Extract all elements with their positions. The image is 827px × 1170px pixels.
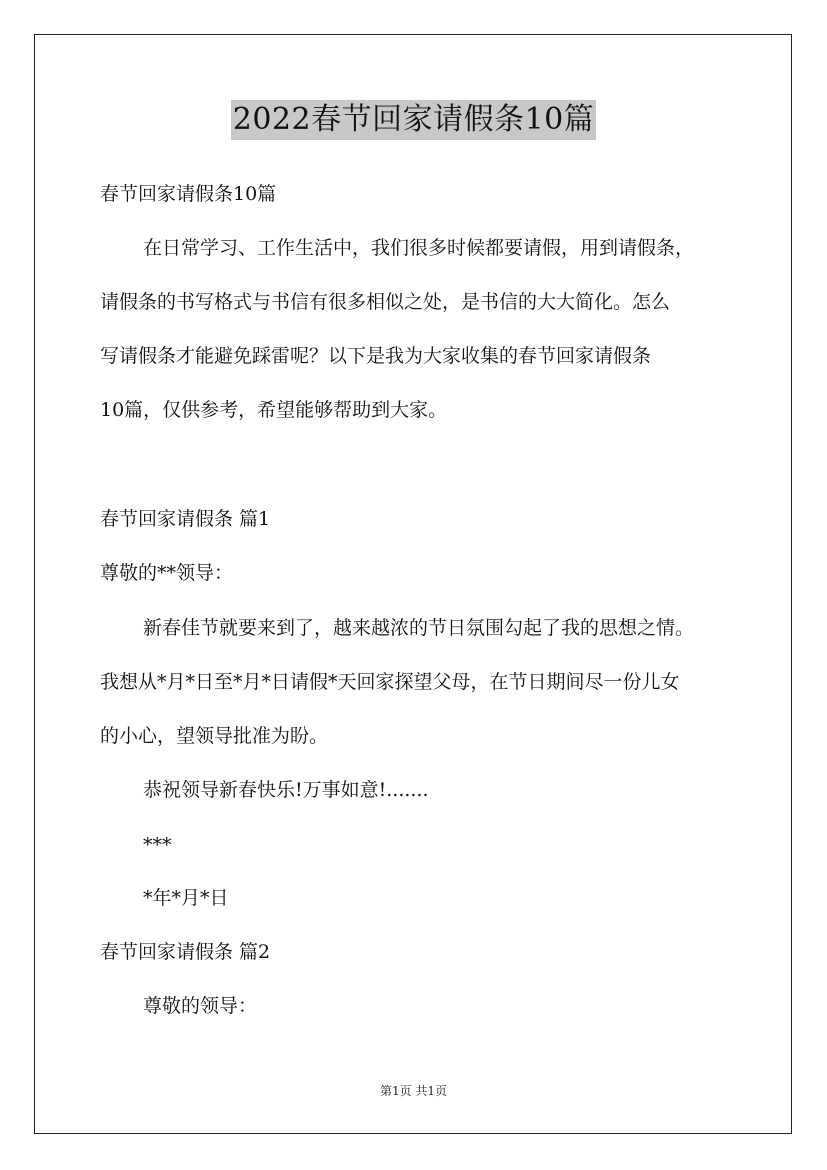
body-line: 新春佳节就要来到了，越来越浓的节日氛围勾起了我的思想之情。 <box>143 617 695 639</box>
salutation: 尊敬的领导： <box>143 995 258 1017</box>
intro-line: 写请假条才能避免踩雷呢？以下是我为大家收集的春节回家请假条 <box>100 345 652 367</box>
section-heading: 春节回家请假条 篇2 <box>100 941 271 963</box>
document-title: 2022春节回家请假条10篇 <box>231 100 597 140</box>
document-subtitle: 春节回家请假条10篇 <box>100 183 277 205</box>
section-heading: 春节回家请假条 篇1 <box>100 508 271 530</box>
page-footer: 第1页 共1页 <box>379 1084 448 1098</box>
closing-line: 恭祝领导新春快乐!万事如意!....... <box>143 779 429 801</box>
salutation: 尊敬的**领导： <box>100 562 234 584</box>
intro-line: 请假条的书写格式与书信有很多相似之处，是书信的大大简化。怎么 <box>100 291 671 313</box>
signature: *** <box>143 834 172 856</box>
body-line: 的小心，望领导批准为盼。 <box>100 725 329 747</box>
intro-line: 在日常学习、工作生活中，我们很多时候都要请假，用到请假条， <box>143 237 695 259</box>
intro-line: 10篇，仅供参考，希望能够帮助到大家。 <box>100 399 448 421</box>
body-line: 我想从*月*日至*月*日请假*天回家探望父母，在节日期间尽一份儿女 <box>100 671 680 693</box>
title-container <box>0 100 827 140</box>
date-line: *年*月*日 <box>143 887 229 909</box>
